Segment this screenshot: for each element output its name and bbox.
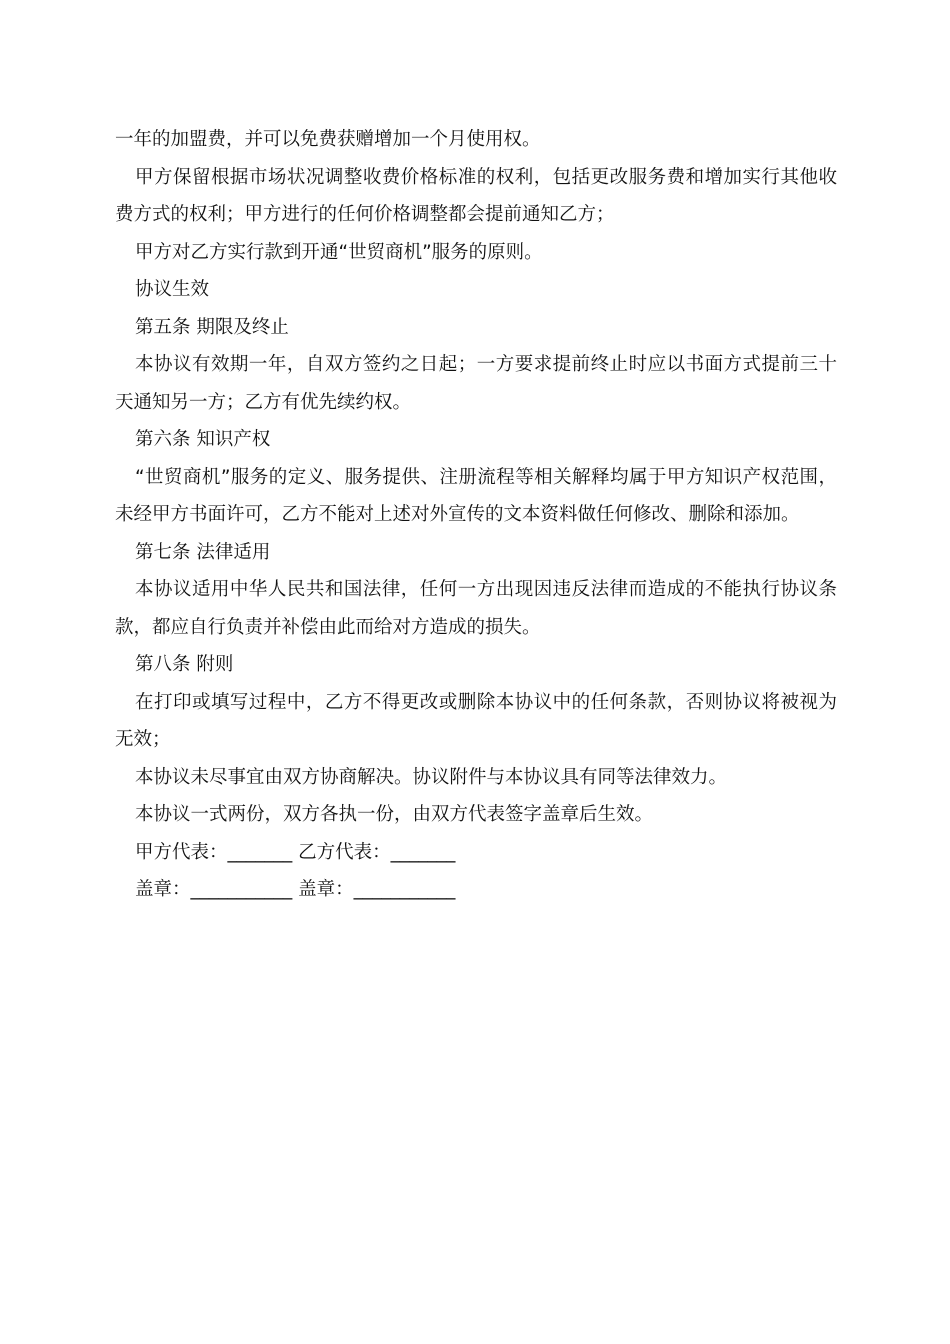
heading-article-7: 第七条 法律适用: [135, 541, 271, 563]
paragraph-no-modification: 在打印或填写过程中，乙方不得更改或删除本协议中的任何条款，否则协议将被视为无效；: [115, 691, 837, 750]
paragraph-term: 本协议有效期一年，自双方签约之日起；一方要求提前终止时应以书面方式提前三十天通知另一方；乙方有优先续约权。: [115, 354, 837, 413]
paragraph-copies: 本协议一式两份，双方各执一份，由双方代表签字盖章后生效。: [135, 804, 654, 825]
document-body: [115, 121, 837, 909]
heading-agreement-effective: 协议生效: [135, 279, 210, 300]
heading-article-6: 第六条 知识产权: [135, 429, 271, 450]
paragraph-governing-law: 本协议适用中华人民共和国法律，任何一方出现因违反法律而造成的不能执行协议条款，都应自行负责并补偿由此而给对方造成的损失。: [115, 579, 837, 638]
signature-representatives-line: 甲方代表：_______ 乙方代表：_______: [135, 841, 456, 863]
paragraph-price-adjustment: 甲方保留根据市场状况调整收费价格标准的权利，包括更改服务费和增加实行其他收费方式的权利；甲方进行的任何价格调整都会提前通知乙方；: [115, 166, 837, 225]
heading-article-5: 第五条 期限及终止: [135, 316, 289, 338]
paragraph-fee-continuation: 一年的加盟费，并可以免费获赠增加一个月使用权。: [115, 129, 541, 150]
paragraph-payment-principle: 甲方对乙方实行款到开通“世贸商机”服务的原则。: [135, 241, 543, 263]
heading-article-8: 第八条 附则: [135, 654, 234, 675]
signature-seal-line: 盖章：___________ 盖章：___________: [135, 879, 456, 900]
paragraph-negotiation: 本协议未尽事宜由双方协商解决。协议附件与本协议具有同等法律效力。: [135, 766, 728, 788]
paragraph-intellectual-property: “世贸商机”服务的定义、服务提供、注册流程等相关解释均属于甲方知识产权范围，未经甲方书面许可，乙方不能对上述对外宣传的文本资料做任何修改、删除和添加。: [115, 466, 837, 525]
